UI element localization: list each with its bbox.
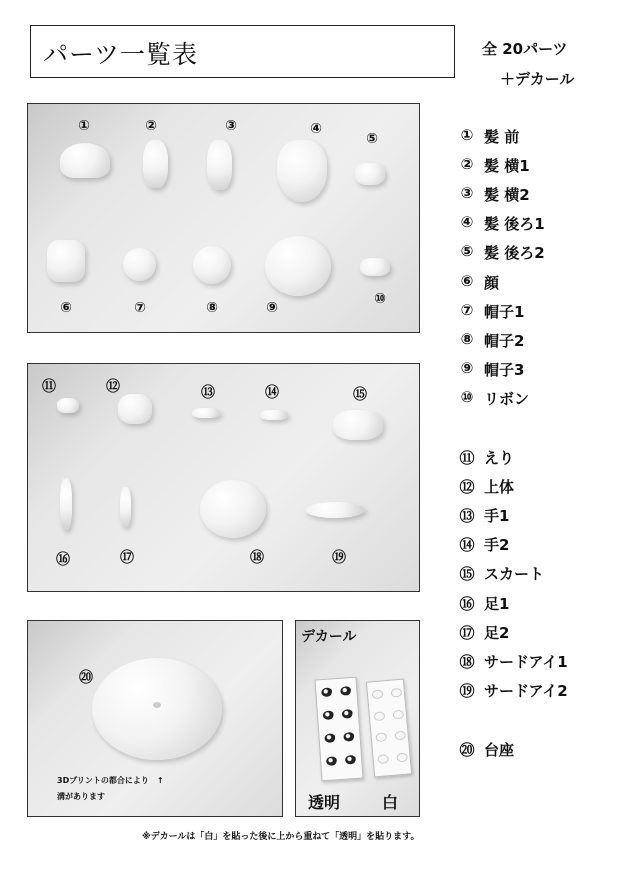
part-third-eye2 [305, 502, 365, 518]
title-box [30, 25, 455, 78]
parts-list-name: 髪 横2 [484, 186, 530, 205]
decal-title: デカール [301, 629, 357, 645]
part-hair-front [60, 143, 110, 178]
eye-decal-icon [340, 686, 352, 696]
label-8: ⑧ [206, 300, 218, 316]
decal-white-label: 白 [382, 793, 399, 812]
eye-base-icon [372, 689, 384, 699]
parts-list-name: 顔 [484, 273, 500, 292]
parts-list-number: ⑬ [459, 507, 475, 526]
label-13: ⑬ [201, 385, 215, 401]
eye-decal-icon [343, 732, 355, 742]
eye-decal-icon [342, 709, 354, 719]
label-6: ⑥ [60, 300, 72, 316]
label-5: ⑤ [366, 131, 378, 147]
parts-list-number: ⑥ [460, 271, 474, 290]
part-hat3 [265, 236, 331, 296]
label-19: ⑲ [332, 550, 346, 566]
parts-list-number: ⑧ [460, 329, 474, 348]
parts-list-name: 手1 [484, 507, 510, 526]
parts-list-item [458, 272, 499, 293]
label-20: ⑳ [79, 670, 93, 686]
parts-list-number: ⑮ [459, 565, 475, 584]
parts-list-item [458, 680, 568, 701]
parts-list-item [458, 505, 509, 526]
parts-list-item [458, 388, 529, 409]
parts-list-item [458, 476, 514, 497]
base-hole [153, 702, 161, 708]
parts-list-name: 帽子3 [484, 360, 525, 379]
parts-list-name: 足1 [484, 594, 510, 613]
parts-list-name: 帽子2 [484, 331, 525, 350]
label-12: ⑫ [106, 379, 120, 395]
eye-decal-icon [345, 755, 357, 765]
label-14: ⑭ [265, 385, 279, 401]
parts-list-item [458, 622, 509, 643]
part-hair-back1 [277, 140, 327, 202]
parts-list-number: ⑫ [459, 478, 475, 497]
parts-list-item [458, 359, 524, 380]
label-1: ① [78, 118, 90, 134]
label-17: ⑰ [120, 550, 134, 566]
label-15: ⑮ [353, 387, 367, 403]
label-7: ⑦ [134, 300, 146, 316]
parts-list-name: 髪 後ろ2 [484, 244, 545, 263]
parts-list-name: リボン [484, 389, 530, 408]
parts-list-number: ⑤ [460, 242, 474, 261]
parts-list-name: 髪 横1 [484, 157, 530, 176]
parts-list-name: 髪 前 [484, 128, 520, 146]
label-16: ⑯ [56, 552, 70, 568]
eye-decal-icon [324, 733, 336, 743]
parts-list-number: ⑲ [459, 681, 475, 700]
parts-list-number: ⑪ [459, 449, 475, 467]
part-face [47, 240, 85, 282]
part-hair-side2 [207, 140, 232, 190]
parts-list-name: えり [484, 449, 515, 467]
part-hat1 [123, 248, 156, 281]
eye-base-icon [377, 754, 389, 764]
part-ribbon [360, 258, 390, 276]
parts-list-item [458, 447, 514, 468]
label-11: ⑪ [42, 379, 56, 395]
total-parts: 全 20パーツ [482, 40, 568, 58]
parts-list-item [458, 563, 544, 584]
parts-list-name: サードアイ2 [484, 681, 568, 700]
label-18: ⑱ [250, 550, 264, 566]
label-3: ③ [225, 118, 237, 134]
parts-list-number: ① [460, 126, 474, 144]
eye-base-icon [391, 688, 403, 698]
eye-decal-icon [326, 756, 338, 766]
part-third-eye1 [200, 480, 266, 538]
parts-list-number: ⑱ [459, 652, 475, 671]
eye-base-icon [392, 709, 404, 719]
part-leg2 [120, 487, 131, 527]
part-collar [57, 398, 79, 413]
label-4: ④ [310, 121, 322, 137]
parts-list-item [458, 184, 530, 205]
base-note-line2: 溝があります [57, 792, 105, 801]
footnote: ※デカールは「白」を貼った後に上から重ねて「透明」を貼ります。 [142, 832, 420, 842]
eye-decal-icon [323, 710, 335, 720]
label-9: ⑨ [266, 300, 278, 316]
eye-decal-icon [321, 687, 333, 697]
parts-list-number: ⑯ [459, 594, 475, 613]
parts-list-item [458, 155, 530, 176]
parts-list-item [458, 213, 545, 234]
parts-list-number: ⑩ [460, 387, 474, 406]
parts-list-item [458, 301, 524, 322]
parts-list-item [458, 651, 568, 672]
parts-list-name: 上体 [484, 478, 515, 497]
decal-sheet-clear [314, 677, 363, 782]
eye-base-icon [375, 732, 387, 742]
parts-list-name: サードアイ1 [484, 652, 568, 671]
parts-list-item [458, 126, 519, 147]
parts-list-name: 台座 [484, 741, 515, 759]
part-hat2 [193, 246, 231, 284]
part-hand2 [260, 410, 288, 420]
part-leg1 [60, 478, 72, 530]
parts-list-number: ⑰ [459, 623, 475, 642]
page-title: パーツ一覧表 [43, 40, 199, 69]
label-10: ⑩ [374, 291, 386, 307]
part-hair-side1 [143, 140, 168, 188]
decal-clear-label: 透明 [308, 793, 341, 812]
eye-base-icon [396, 752, 408, 762]
parts-list-item [458, 242, 545, 263]
parts-list-item [458, 593, 509, 614]
parts-list-number: ⑦ [460, 300, 474, 319]
parts-list-name: 髪 後ろ1 [484, 215, 545, 234]
eye-base-icon [394, 731, 406, 741]
base-note-line1: 3Dプリントの都合により ↑ [57, 776, 164, 785]
parts-list-number: ② [460, 155, 474, 174]
parts-list-number: ⑨ [460, 358, 474, 377]
eye-base-icon [374, 711, 386, 721]
parts-list-name: 帽子1 [484, 302, 525, 321]
parts-list-name: 足2 [484, 623, 510, 642]
parts-list-name: 手2 [484, 536, 510, 555]
parts-list-name: スカート [484, 565, 545, 584]
part-hair-back2 [355, 163, 385, 185]
label-2: ② [145, 118, 157, 134]
part-hand1 [192, 408, 220, 418]
plus-decal: ＋デカール [500, 70, 575, 88]
parts-list-number: ③ [460, 184, 474, 203]
part-base [92, 658, 222, 760]
parts-list-item [458, 739, 514, 760]
part-skirt [333, 410, 383, 440]
parts-list-number: ⑳ [459, 741, 475, 759]
part-upper-body [118, 394, 152, 424]
parts-list-number: ④ [460, 213, 474, 232]
parts-list-item [458, 534, 509, 555]
parts-list-number: ⑭ [459, 536, 475, 555]
parts-list-item [458, 330, 524, 351]
